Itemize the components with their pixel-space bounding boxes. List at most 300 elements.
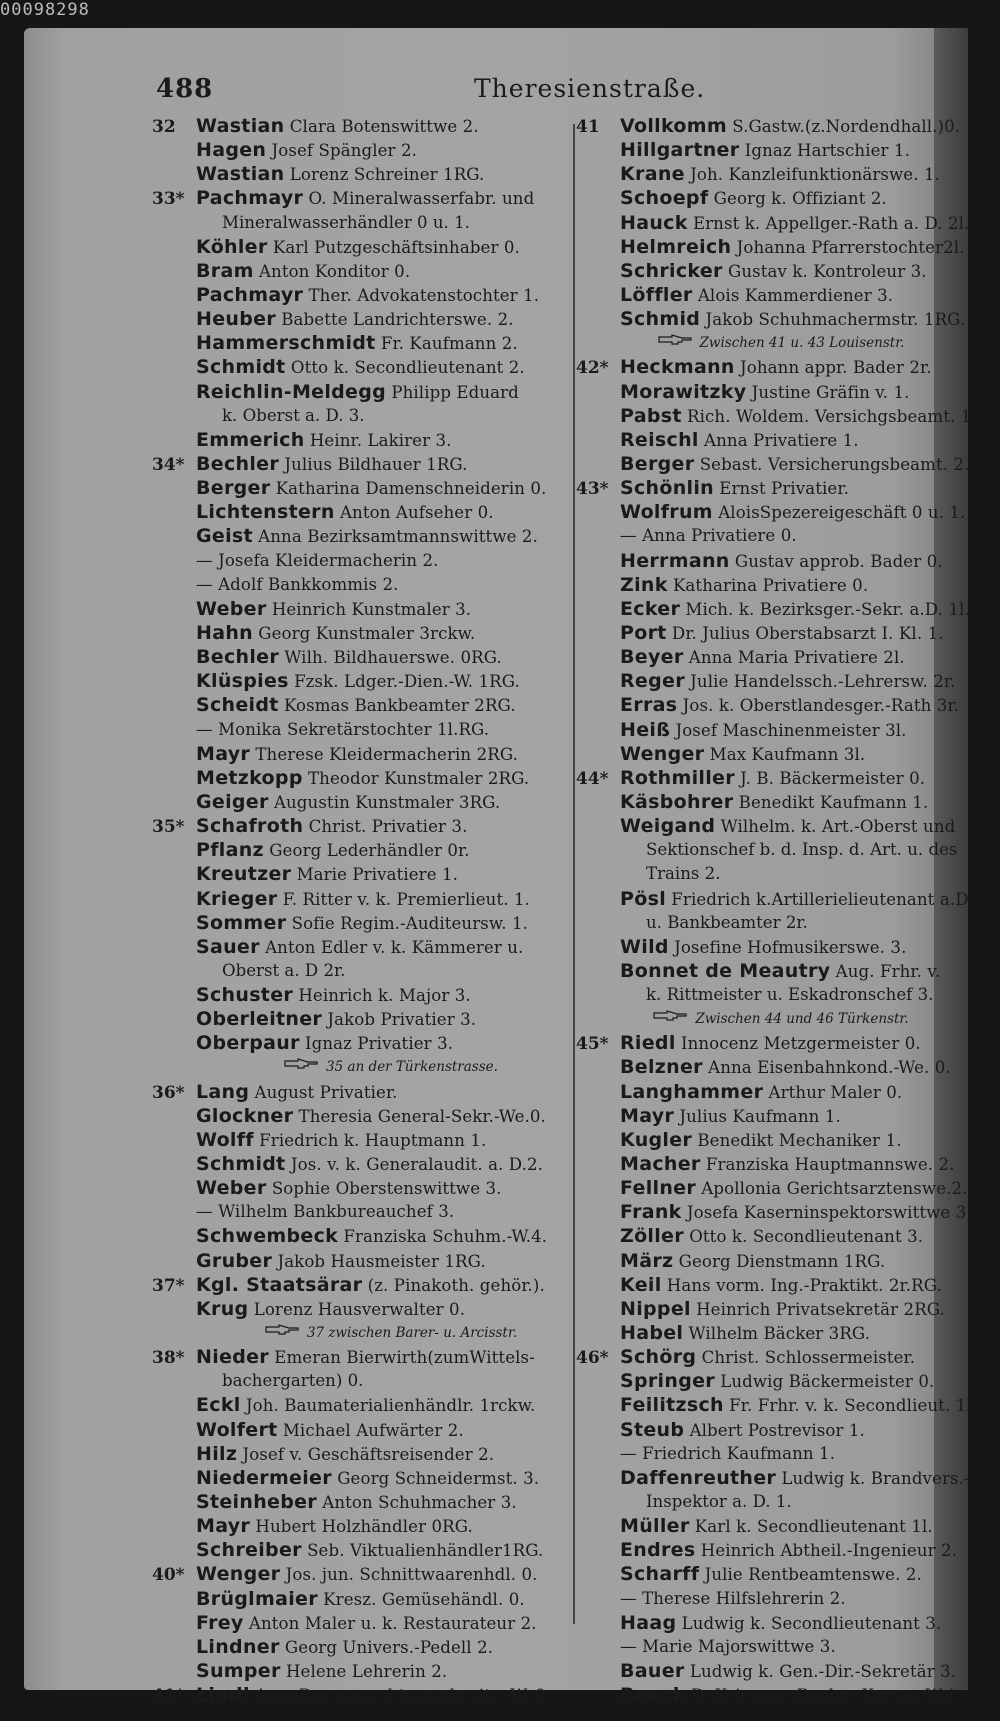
resident-info: Ludwig k. Gen.-Dir.-Sekretär 3. (689, 1662, 957, 1681)
resident-info: F. Ritter v. k. Premierlieut. 1. (282, 889, 531, 909)
resident-name: Scharff (620, 1563, 700, 1586)
resident-info: Innocenz Metzgermeister 0. (680, 1034, 921, 1054)
resident-info: Mich. k. Bezirksger.-Sekr. a.D. 1l. (685, 599, 970, 619)
resident-name: Wenger (196, 1563, 281, 1586)
entry-continuation: Inspektor a. D. 1. (646, 1492, 792, 1512)
resident-name: Hauck (620, 211, 688, 234)
directory-entry (576, 355, 956, 379)
resident-info: Jos. jun. Schnittwaarenhdl. 0. (285, 1565, 538, 1585)
directory-entry (576, 1104, 956, 1128)
resident-info: Anna Privatiere 1. (704, 430, 859, 450)
directory-entry (152, 186, 600, 210)
directory-entry (152, 1635, 600, 1659)
resident-info: Franziska Hauptmannswe. 2. (705, 1155, 955, 1175)
resident-info: Joh. Baumaterialienhändlr. 1rckw. (245, 1396, 536, 1416)
resident-info: S.Gastw.(z.Nordendhall.)0. (732, 117, 961, 136)
directory-entry (152, 1176, 600, 1200)
resident-name: Steub (620, 1418, 685, 1441)
right-column (576, 114, 978, 1707)
resident-name: Schörg (620, 1346, 697, 1369)
resident-name: Endres (620, 1539, 696, 1562)
resident-info: Anton Edler v. k. Kämmerer u. (265, 937, 524, 957)
directory-entry (576, 549, 956, 573)
directory-entry (576, 1442, 956, 1466)
resident-info: Anna Eisenbahnkond.-We. 0. (708, 1058, 951, 1078)
resident-name: Niedermeier (196, 1466, 332, 1489)
resident-info: Heinr. Lakirer 3. (309, 430, 452, 450)
resident-info: Wilhelm. k. Art.-Oberst und (720, 817, 956, 837)
directory-entry (152, 1152, 600, 1176)
resident-name: Steinheber (196, 1491, 317, 1514)
house-number: 43* (576, 479, 609, 500)
resident-info: AloisSpezereigeschäft 0 u. 1. (718, 503, 966, 523)
resident-name: Metzkopp (196, 766, 303, 789)
resident-name: Krug (196, 1297, 249, 1320)
resident-name: Erras (620, 694, 678, 717)
house-number: 35* (152, 817, 185, 838)
resident-info: Ignaz Hartschier 1. (744, 141, 910, 161)
resident-name: Reichlin-Meldegg (196, 380, 387, 403)
resident-name: Lindl (196, 1684, 250, 1707)
resident-name: Wastian (196, 115, 285, 137)
directory-entry (152, 259, 600, 283)
resident-name: Reischl (620, 428, 699, 451)
resident-name: Bonnet de Meautry (620, 959, 831, 982)
directory-entry (152, 1442, 600, 1466)
directory-entry (152, 428, 600, 452)
directory-entry (576, 1514, 956, 1538)
resident-name: Berger (196, 477, 271, 500)
directory-entry (152, 235, 600, 259)
directory-entry (576, 1369, 956, 1393)
resident-name: Feilitzsch (620, 1394, 724, 1417)
resident-info: Jakob Hausmeister 1RG. (277, 1251, 486, 1271)
resident-name: Riedl (620, 1032, 676, 1055)
directory-entry (576, 718, 956, 742)
resident-name: Schuster (196, 984, 294, 1007)
directory-entry (152, 862, 600, 886)
directory-entry (152, 597, 600, 621)
directory-entry (152, 162, 600, 186)
resident-info: Joh. Kanzleifunktionärswe. 1. (690, 165, 941, 185)
street-note-text: 37 zwischen Barer- u. Arcisstr. (306, 1325, 518, 1342)
resident-name: Wenger (620, 742, 705, 765)
resident-info: Julius Kaufmann 1. (679, 1106, 841, 1126)
resident-info: Anton Schuhmacher 3. (322, 1493, 517, 1513)
resident-name: Schwembeck (196, 1225, 339, 1248)
resident-info: Josef Maschinenmeister 3l. (675, 720, 907, 740)
directory-entry (576, 1080, 956, 1104)
directory-entry (152, 621, 600, 645)
resident-name: Wild (620, 935, 669, 958)
directory-entry (576, 476, 956, 500)
house-number: 46* (576, 1348, 609, 1369)
entry-continuation: Oberst a. D 2r. (222, 960, 346, 980)
resident-info: Johanna Pfarrerstochter2l. (736, 237, 965, 257)
resident-name: Geist (196, 525, 253, 548)
directory-entry (152, 1224, 600, 1248)
directory-entry (152, 718, 600, 742)
resident-name: Pachmayr (196, 283, 304, 306)
directory-entry (152, 1683, 600, 1707)
directory-entry (152, 1538, 600, 1562)
directory-entry (576, 766, 956, 790)
resident-name: Sauer (196, 935, 260, 958)
resident-name: Beyer (620, 646, 684, 669)
directory-entry (576, 1683, 961, 1707)
directory-entry (152, 476, 600, 500)
directory-entry (576, 380, 956, 404)
directory-entry (576, 814, 956, 838)
resident-info: Josefine Hofmusikerswe. 3. (674, 937, 907, 957)
directory-entry (576, 259, 956, 283)
directory-entry (152, 887, 600, 911)
directory-entry (576, 162, 956, 186)
resident-name: Wolff (196, 1128, 254, 1151)
resident-name: Hammerschmidt (196, 332, 376, 355)
resident-name: Weber (196, 1177, 267, 1200)
resident-info: Anna Maria Privatiere 2l. (688, 648, 905, 668)
directory-entry (576, 669, 956, 693)
resident-name: Haag (620, 1611, 677, 1634)
directory-entry (152, 114, 600, 138)
resident-info: Albert Postrevisor 1. (689, 1420, 865, 1440)
resident-info: Franziska Schuhm.-W.4. (343, 1227, 548, 1247)
resident-name: Lindner (196, 1635, 280, 1658)
resident-info: Fzsk. Ldger.-Dien.-W. 1RG. (294, 672, 520, 692)
directory-entry (576, 935, 956, 959)
directory-entry (576, 1297, 956, 1321)
resident-info: Anton Konditor 0. (258, 261, 411, 281)
resident-info: Helene Lehrerin 2. (285, 1662, 448, 1681)
directory-entry (576, 1393, 978, 1417)
directory-entry (152, 1562, 600, 1586)
pointing-hand-icon (658, 330, 692, 340)
directory-page (24, 28, 978, 1707)
resident-name: Frank (620, 1201, 682, 1224)
resident-info: Therese Kleidermacherin 2RG. (255, 744, 518, 764)
resident-name: Scheidt (196, 694, 279, 717)
resident-info: Johann appr. Bader 2r. (740, 358, 932, 378)
resident-info: Ernst k. Appellger.-Rath a. D. 2l. (692, 213, 970, 233)
resident-info: Otto k. Secondlieutenant 3. (689, 1227, 924, 1247)
directory-entry (576, 283, 956, 307)
street-note (152, 1055, 600, 1079)
resident-name: Fellner (620, 1177, 697, 1200)
resident-name: Wolfrum (620, 501, 713, 524)
resident-info: Georg k. Offiziant 2. (713, 189, 887, 209)
directory-entry (152, 452, 600, 476)
resident-name: Hilz (196, 1442, 238, 1465)
directory-entry (152, 1080, 600, 1104)
resident-name: Krane (620, 163, 685, 186)
house-number: 36* (152, 1082, 185, 1103)
resident-name: Ecker (620, 597, 681, 620)
entry-continuation: u. Bankbeamter 2r. (646, 912, 808, 932)
resident-info: Josef Spängler 2. (271, 141, 417, 161)
resident-info: Ther. Advokatenstochter 1. (308, 285, 540, 305)
entry-continuation: bachergarten) 0. (222, 1371, 364, 1391)
directory-entry (152, 1200, 600, 1224)
directory-entry (576, 1611, 956, 1635)
resident-name: Käsbohrer (620, 790, 734, 813)
directory-entry (576, 1031, 956, 1055)
resident-name: Langhammer (620, 1080, 764, 1103)
resident-info: Hans vorm. Ing.-Praktikt. 2r.RG. (666, 1275, 942, 1295)
resident-info: Dr. Julius Oberstabsarzt I. Kl. 1. (671, 623, 944, 643)
resident-info: Josefa Kaserninspektorswittwe 3. (686, 1203, 972, 1223)
resident-info: Theodor Kunstmaler 2RG. (308, 768, 530, 788)
street-note-text: Zwischen 41 u. 43 Louisenstr. (699, 335, 905, 352)
directory-entry (576, 1200, 972, 1224)
directory-entry (152, 1345, 600, 1369)
resident-info: Michael Aufwärter 2. (282, 1420, 464, 1440)
resident-info: Wilhelm Bäcker 3RG. (688, 1324, 871, 1344)
directory-entry (576, 404, 977, 428)
resident-name: Zöller (620, 1225, 684, 1248)
directory-entry (576, 1659, 956, 1683)
resident-info: Wilh. Bildhauerswe. 0RG. (284, 648, 502, 668)
resident-name: Boeck (620, 1684, 686, 1707)
resident-name: Heckmann (620, 356, 735, 379)
resident-info: Heinrich Abtheil.-Ingenieur 2. (700, 1541, 958, 1561)
directory-entry (152, 766, 600, 790)
resident-name: Pflanz (196, 839, 264, 862)
resident-info: Ludwig k. Brandvers.- (781, 1468, 970, 1488)
house-number: 34* (152, 454, 185, 475)
resident-name: Macher (620, 1153, 701, 1176)
resident-info: Hubert Holzhändler 0RG. (255, 1517, 473, 1537)
resident-name: Sumper (196, 1660, 281, 1682)
directory-entry (576, 1152, 956, 1176)
resident-info: Heinrich k. Major 3. (298, 986, 471, 1006)
resident-name: Heuber (196, 308, 276, 331)
resident-name: Geiger (196, 790, 269, 813)
resident-info: Friedrich k.Artillerielieutenant a.D. (671, 889, 974, 909)
resident-name: Kreutzer (196, 863, 292, 886)
resident-name: Kugler (620, 1128, 693, 1151)
resident-name: Gruber (196, 1249, 273, 1272)
resident-info: J. B. Bäckermeister 0. (740, 768, 926, 788)
resident-name: Kgl. Staatsärar (196, 1273, 363, 1296)
resident-info: Friedrich k. Hauptmann 1. (259, 1130, 487, 1150)
resident-name: Morawitzky (620, 380, 747, 403)
left-column (152, 114, 600, 1707)
resident-name: Weber (196, 597, 267, 620)
resident-info: Otto k. Secondlieutenant 2. (290, 358, 525, 378)
resident-info: Arthur Maler 0. (768, 1082, 903, 1102)
street-note-text: 35 an der Türkenstrasse. (326, 1059, 498, 1076)
resident-name: Schoepf (620, 187, 709, 210)
resident-name: Frey (196, 1611, 244, 1634)
resident-info: Marie Privatiere 1. (296, 865, 459, 885)
resident-info: — Adolf Bankkommis 2. (196, 574, 399, 594)
street-note (576, 331, 956, 355)
resident-info: AnnaBraugerechtsamebesitz.-W. 0. (255, 1686, 552, 1706)
resident-name: Nieder (196, 1346, 269, 1369)
resident-name: Emmerich (196, 428, 305, 451)
resident-name: Nippel (620, 1297, 691, 1320)
resident-info: Justine Gräfin v. 1. (751, 382, 910, 402)
resident-info: Georg Univers.-Pedell 2. (284, 1637, 494, 1657)
directory-entry (152, 1297, 600, 1321)
resident-name: Schmidt (196, 1153, 286, 1176)
directory-entry (152, 355, 600, 379)
directory-entry (576, 1587, 956, 1611)
directory-entry (576, 645, 956, 669)
directory-entry (152, 573, 600, 597)
resident-name: Herrmann (620, 549, 730, 572)
resident-name: Berger (620, 452, 695, 475)
directory-entry (576, 524, 956, 548)
resident-info: Ludwig k. Secondlieutenant 3. (681, 1613, 942, 1633)
resident-info: D. Kriegsm.-Rechn.-Komm.-W.4. (691, 1686, 961, 1706)
resident-info: Sophie Oberstenswittwe 3. (271, 1179, 502, 1199)
directory-entry (576, 1466, 970, 1490)
resident-name: Köhler (196, 235, 268, 258)
directory-entry (152, 549, 600, 573)
resident-name: Habel (620, 1322, 684, 1345)
resident-name: Zink (620, 573, 668, 596)
resident-info: Lorenz Hausverwalter 0. (253, 1299, 466, 1319)
directory-entry (152, 307, 600, 331)
resident-name: Pabst (620, 404, 682, 427)
resident-info: Julie Handelssch.-Lehrersw. 2r. (690, 672, 956, 692)
house-number: 41* (152, 1686, 185, 1707)
entry-continuation: k. Rittmeister u. Eskadronschef 3. (646, 985, 934, 1005)
entry-continuation: Sektionschef b. d. Insp. d. Art. u. des (646, 840, 958, 860)
directory-entry (576, 114, 961, 138)
directory-entry (576, 452, 970, 476)
directory-entry (576, 959, 956, 983)
resident-name: Daffenreuther (620, 1466, 777, 1489)
directory-entry (152, 1128, 600, 1152)
resident-info: Fr. Frhr. v. k. Secondlieut. 1l. (729, 1396, 978, 1416)
resident-info: Georg Dienstmann 1RG. (678, 1251, 886, 1271)
resident-info: Benedikt Mechaniker 1. (697, 1130, 902, 1150)
resident-info: (z. Pinakoth. gehör.). (367, 1275, 545, 1295)
house-number: 45* (576, 1034, 609, 1055)
directory-entry (576, 138, 956, 162)
resident-info: Georg Lederhändler 0r. (269, 841, 470, 861)
resident-info: — Friedrich Kaufmann 1. (620, 1443, 836, 1463)
resident-info: Alois Kammerdiener 3. (697, 285, 894, 305)
directory-entry (152, 1007, 600, 1031)
resident-info: O. Mineralwasserfabr. und (308, 189, 535, 209)
directory-entry (576, 1128, 956, 1152)
directory-entry (152, 1490, 600, 1514)
directory-entry (576, 1249, 956, 1273)
resident-name: Hillgartner (620, 139, 740, 162)
resident-name: Oberpaur (196, 1032, 300, 1055)
directory-entry (576, 693, 960, 717)
resident-name: Mayr (196, 1515, 251, 1538)
resident-info: Anton Maler u. k. Restaurateur 2. (248, 1613, 537, 1633)
directory-entry (152, 1104, 600, 1128)
directory-entry (576, 1538, 956, 1562)
entry-continuation: k. Oberst a. D. 3. (222, 405, 365, 425)
directory-entry (152, 331, 600, 355)
resident-info: Ludwig Bäckermeister 0. (720, 1372, 935, 1392)
resident-info: Apollonia Gerichtsarztenswe.2. (701, 1179, 968, 1199)
directory-entry (576, 1418, 956, 1442)
directory-entry (152, 1418, 600, 1442)
resident-info: Jos. k. Oberstlandesger.-Rath 3r. (682, 696, 960, 716)
resident-name: Schafroth (196, 815, 304, 838)
resident-name: Pösl (620, 887, 667, 910)
house-number: 32 (152, 117, 176, 137)
directory-entry (152, 1273, 600, 1297)
resident-info: Seb. Viktualienhändler1RG. (307, 1541, 544, 1561)
resident-name: Müller (620, 1515, 690, 1538)
directory-entry (152, 742, 600, 766)
directory-entry (152, 814, 600, 838)
directory-entry (152, 500, 600, 524)
resident-info: — Anna Privatiere 0. (620, 526, 797, 546)
resident-name: Mayr (620, 1104, 675, 1127)
resident-name: Belzner (620, 1056, 703, 1079)
resident-info: Theresia General-Sekr.-We.0. (298, 1106, 546, 1126)
resident-name: Schmidt (196, 356, 286, 379)
directory-entry (576, 1224, 956, 1248)
directory-entry (576, 887, 974, 911)
resident-name: Brüglmaier (196, 1587, 318, 1610)
resident-info: Karl Putzgeschäftsinhaber 0. (272, 237, 520, 257)
resident-info: Jakob Privatier 3. (327, 1010, 477, 1030)
pointing-hand-icon (284, 1054, 318, 1064)
resident-name: Krieger (196, 887, 278, 910)
directory-entry (576, 428, 956, 452)
resident-info: Kresz. Gemüsehändl. 0. (323, 1589, 525, 1609)
resident-info: Jakob Schuhmachermstr. 1RG. (705, 310, 966, 330)
resident-info: — Monika Sekretärstochter 1l.RG. (196, 719, 490, 739)
directory-entry (152, 935, 600, 959)
resident-name: Helmreich (620, 235, 732, 258)
directory-entry (576, 235, 965, 259)
resident-name: Bechler (196, 452, 280, 475)
directory-entry (576, 1176, 968, 1200)
resident-info: Sofie Regim.-Auditeursw. 1. (291, 913, 528, 933)
resident-info: Babette Landrichterswe. 2. (281, 310, 514, 330)
directory-entry (576, 307, 966, 331)
resident-name: Keil (620, 1273, 662, 1296)
resident-name: Bram (196, 259, 254, 282)
resident-name: Pachmayr (196, 187, 304, 210)
directory-entry (152, 283, 600, 307)
resident-info: August Privatier. (254, 1082, 398, 1102)
resident-info: Kosmas Bankbeamter 2RG. (283, 696, 516, 716)
directory-entry (152, 645, 600, 669)
resident-info: Heinrich Kunstmaler 3. (271, 599, 472, 619)
resident-info: Georg Kunstmaler 3rckw. (258, 623, 476, 643)
scan-id: 00098298 (0, 0, 90, 20)
directory-entry (152, 1587, 600, 1611)
directory-entry (576, 211, 970, 235)
resident-name: Eckl (196, 1394, 241, 1417)
resident-name: Rothmiller (620, 766, 735, 789)
resident-info: Emeran Bierwirth(zumWittels- (274, 1348, 535, 1368)
directory-entry (152, 790, 600, 814)
directory-entry (576, 1635, 956, 1659)
house-number: 33* (152, 189, 185, 210)
resident-name: Löffler (620, 283, 693, 306)
resident-info: Lorenz Schreiner 1RG. (289, 165, 485, 185)
resident-info: Aug. Frhr. v. (835, 961, 941, 981)
directory-entry (152, 693, 600, 717)
pointing-hand-icon (265, 1320, 299, 1330)
resident-info: Fr. Kaufmann 2. (380, 334, 518, 354)
resident-info: Augustin Kunstmaler 3RG. (273, 792, 501, 812)
